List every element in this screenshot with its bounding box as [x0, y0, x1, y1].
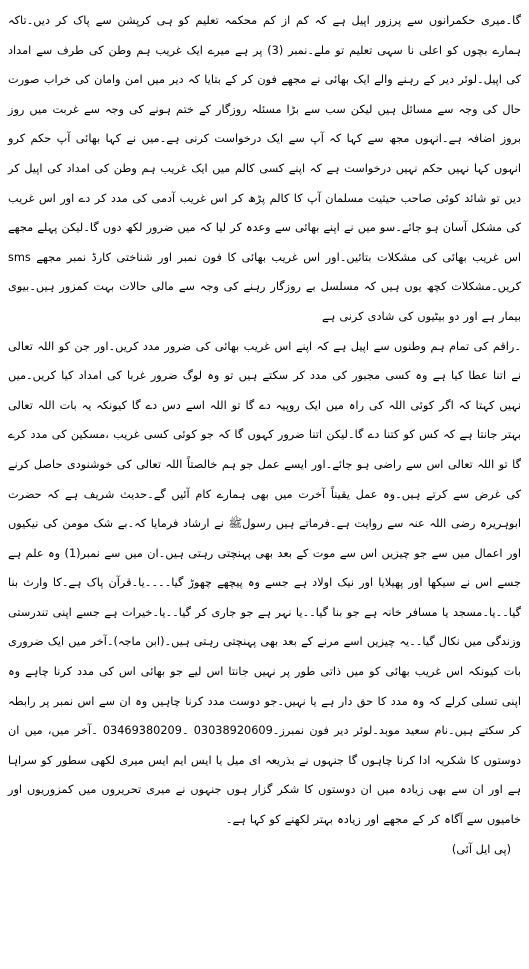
article-signature: (پی ایل آئی) — [451, 842, 511, 856]
article-paragraph-2: ۔راقم کی تمام ہم وطنوں سے اپیل ہے کہ اپنے اس غریب بھائی کی ضرور مدد کریں۔اور جن کو اللہ تعالی نے اتنا عطا کیا ہے وہ کسی مجبور کی مدد کر سکتے ہیں تو وہ لوگ ضرور غربا کی امداد کیا کریں۔میں نہیں کہتا کہ اگر کوئی اللہ کی راہ میں ایک روپیہ دے گا تو اللہ اسے دس دے گا کیونکہ یہ بات اللہ تعالی بہتر جانتا ہے کہ کس کو کتنا دے گا۔لیکن اتنا ضرور کہوں گا کہ جو کوئی کسی غریب ،مسکین کی مدد کرے گا تو اللہ تعالی اس سے راضی ہو جائے۔اور ایسے عمل جو ہم خالصتاً اللہ تعالی کی خوشنودی حاصل کرنے کی غرض سے کرتے ہیں۔وہ عمل یقیناً آخرت میں بھی ہمارے کام آئیں گے۔حدیث شریف ہے کہ حضرت ابوہریرہ رضی اللہ عنہ سے روایت ہے۔فرماتے ہیں رسولﷺ نے ارشاد فرمایا کہ۔بے شک مومن کی نیکیوں اور اعمال میں سے جو چیزیں اس سے موت کے بعد بھی پہنچتی رہتی ہیں۔ان میں سے نمبر(1) وہ علم ہے جسے اس نے سیکھا اور پھیلایا اور نیک اولاد ہے جسے وہ پیچھے چھوڑ گیا۔۔۔۔یا۔قرآن پاک ہے۔کا وارث بنا گیا۔۔یا۔مسجد یا مسافر خانہ ہے جو بنا گیا۔۔یا نہر ہے جو جاری کر گیا۔۔یا۔خیرات ہے جسے اپنی تندرستی وزندگی میں نکال گیا۔۔یہ چیزیں اسے مرنے کے بعد بھی پہنچتی رہتی ہیں۔(ابن ماجہ)۔آخر میں ایک ضروری بات کیونکہ اس غریب بھائی کو میں ذاتی طور پر نہیں جانتا اس لیے جو بھائی اس کی مدد کرنا چاہے وہ اپنی تسلی کرلے کہ وہ مدد کا حق دار ہے یا نہیں۔جو دوست مدد کرنا چاہیں وہ ان سے اس نمبر پر رابطہ کر سکتے ہیں۔نام سعید موبد۔لوئر دیر فون نمبرز۔03038920609 ۔03469380209 ۔آخر میں، میں ان دوستوں کا شکریہ ادا کرنا چاہوں گا جنہوں نے بذریعہ ای میل یا ایس ایم ایس میری لکھی سطور کو سراہا ہے اور ان سے بھی زیادہ میں ان دوستوں کا شکر گزار ہوں جنہوں نے میری تحریروں میں کمزوریوں اور خامیوں سے آگاہ کر کے مجھے اور زیادہ بہتر لکھنے کو کہا ہے۔ — [8, 339, 521, 827]
article-paragraph-1: گا۔میری حکمرانوں سے پرزور اپیل ہے کہ کم از کم محکمہ تعلیم کو ہی کرپشن سے پاک کر دیں۔تاکہ ہمارے بچوں کو اعلی نا سہی تعلیم تو ملے۔نمبر (3) پر ہے میرے ایک غریب ہم وطن کی طرف سے امداد کی اپیل۔لوئر دیر کے رہنے والے ایک بھائی نے مجھے فون کر کے بتایا کہ دیر میں امن وامان کی خراب صورت حال کی وجہ سے مسائل ہیں لیکن سب سے بڑا مسئلہ روزگار کے ختم ہونے کی وجہ سے غربت میں روز بروز اضافہ ہے۔انہوں مجھ سے کہا کہ آپ سے ایک درخواست کرنی ہے۔میں نے کہا بھائی آپ حکم کرو انہوں کہا نہیں حکم نہیں درخواست ہے کہ اپنے کسی کالم میں ایک غریب ہم وطن کی امداد کی اپیل کر دیں تو شائد کوئی صاحب حیثیت مسلمان آپ کا کالم پڑھ کر اس غریب آدمی کی مدد کر دے اور اس غریب کی مشکل آسان ہو جائے۔سو میں نے اپنے بھائی سے وعدہ کر لیا کہ میں ضرور لکھ دوں گا۔لیکن پہلے مجھے اس غریب بھائی کی مشکلات بتائیں۔اور اس غریب بھائی کا فون نمبر اور شناختی کارڈ نمبر مجھے sms کریں۔مشکلات کچھ یوں ہیں کہ مسلسل بے روزگار رہنے کی وجہ سے مالی حالات بہت کمزور ہیں۔بیوی بیمار ہے اور دو بیٹیوں کی شادی کرنی ہے — [8, 14, 521, 323]
